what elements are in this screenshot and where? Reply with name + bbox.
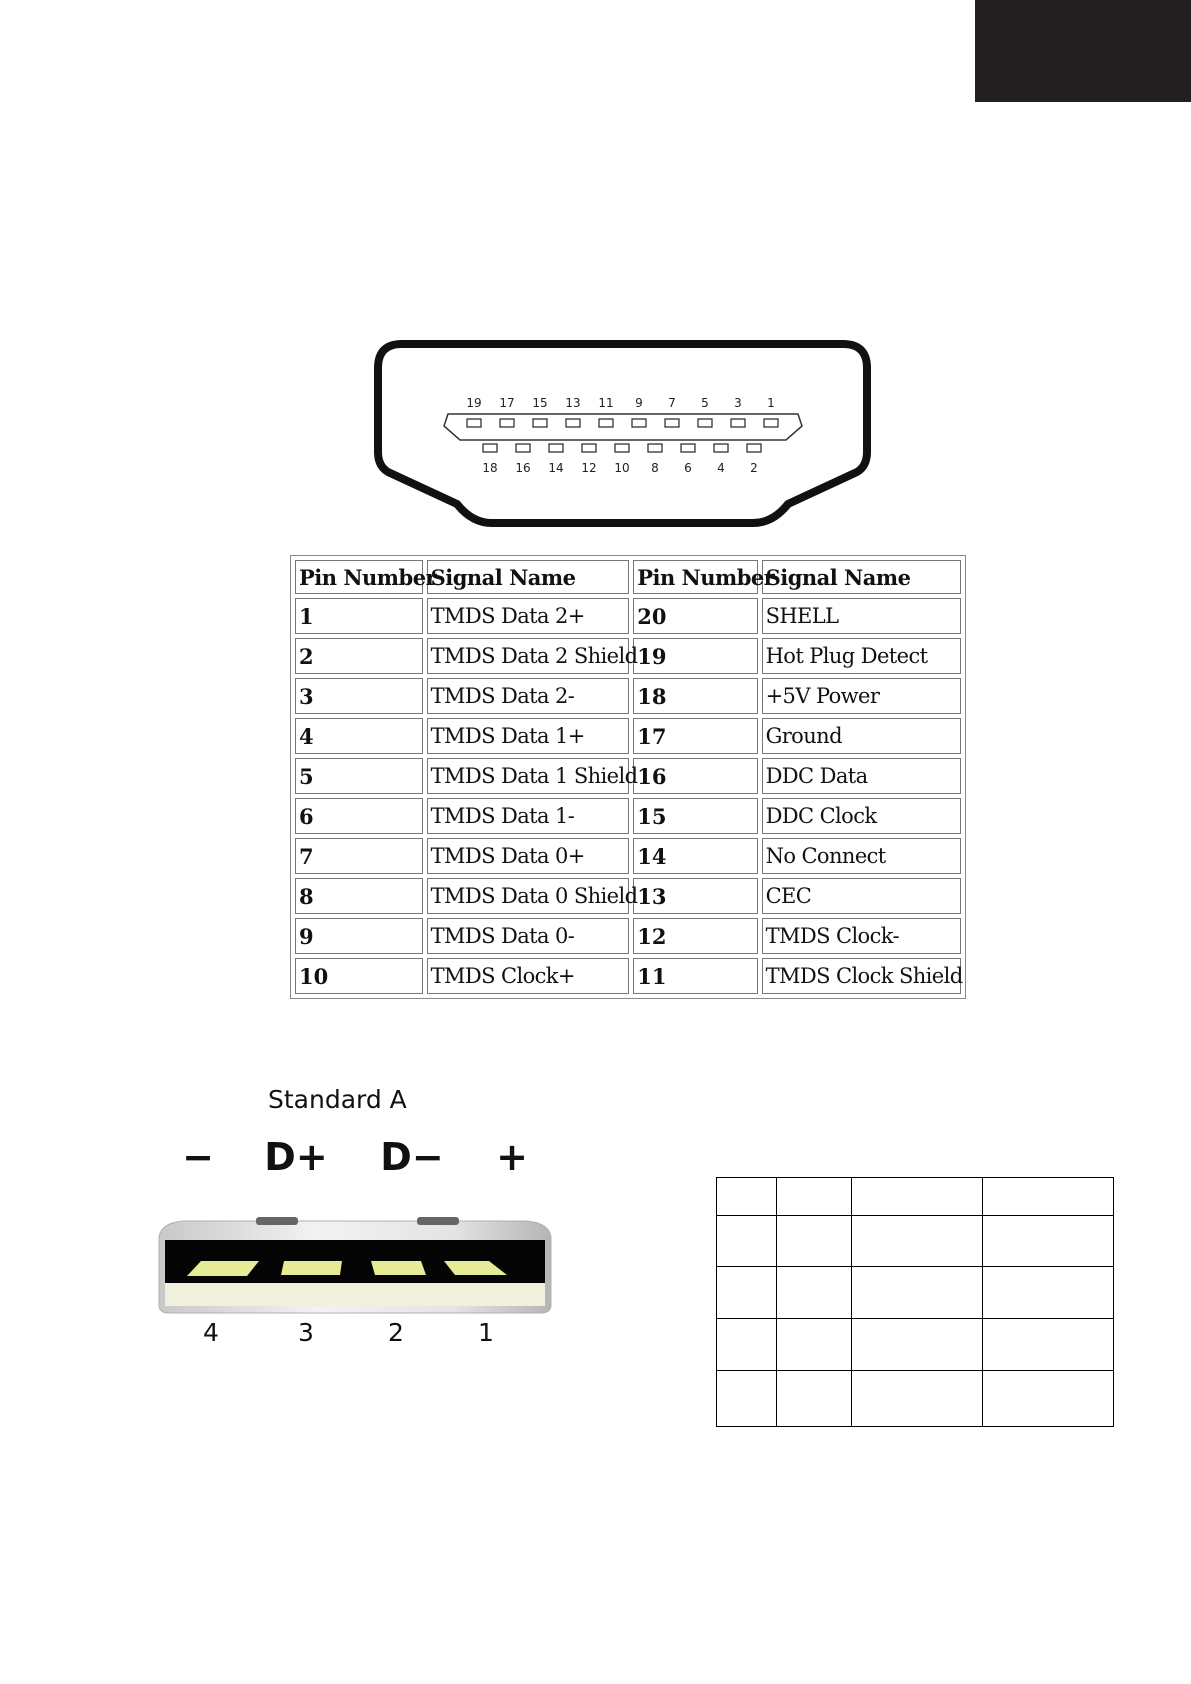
hdmi-pin-pad: [681, 444, 695, 452]
table-cell: [717, 1371, 777, 1427]
hdmi-pin-pad: [764, 419, 778, 427]
hdmi-pin-pad: [747, 444, 761, 452]
hdmi-pin-number: 4: [717, 461, 725, 475]
hdmi-pin-number: 15: [532, 396, 548, 410]
hdmi-pin-pad: [648, 444, 662, 452]
signal-name-cell: Ground: [762, 718, 961, 754]
usb-signal-label: −: [182, 1135, 214, 1179]
signal-name-cell: TMDS Data 1+: [427, 718, 630, 754]
table-cell: [852, 1178, 983, 1216]
signal-name-cell: TMDS Data 2-: [427, 678, 630, 714]
table-cell: [777, 1319, 852, 1371]
usb-tongue: [165, 1283, 545, 1306]
hdmi-pin-number: 1: [767, 396, 775, 410]
hdmi-pin-number: 16: [515, 461, 531, 475]
table-row: [295, 638, 961, 674]
signal-name-cell: TMDS Clock Shield: [762, 958, 961, 994]
pin-number-cell: 14: [633, 838, 757, 874]
pin-number-cell: 1: [295, 598, 423, 634]
hdmi-pin-pad: [665, 419, 679, 427]
hdmi-pin-number: 13: [565, 396, 581, 410]
hdmi-pin-pad: [731, 419, 745, 427]
table-row: [717, 1319, 1114, 1371]
signal-name-cell: TMDS Data 1 Shield: [427, 758, 630, 794]
pin-number-cell: 2: [295, 638, 423, 674]
pin-number-cell: 4: [295, 718, 423, 754]
blank-grid-table: [716, 1177, 1114, 1427]
table-cell: [983, 1216, 1114, 1267]
hdmi-pin-pad: [632, 419, 646, 427]
table-row: [295, 598, 961, 634]
hdmi-pin-number: 6: [684, 461, 692, 475]
usb-shell-slot: [417, 1217, 459, 1225]
hdmi-pin-pad: [500, 419, 514, 427]
table-row: [295, 878, 961, 914]
header-pin-number: Pin Number: [633, 560, 757, 594]
table-cell: [852, 1216, 983, 1267]
table-row: [295, 718, 961, 754]
table-cell: [777, 1267, 852, 1319]
header-signal-name: Signal Name: [427, 560, 630, 594]
signal-name-cell: Hot Plug Detect: [762, 638, 961, 674]
table-row: [295, 838, 961, 874]
hdmi-pin-pad: [582, 444, 596, 452]
signal-name-cell: DDC Data: [762, 758, 961, 794]
signal-name-cell: CEC: [762, 878, 961, 914]
hdmi-pin-number: 2: [750, 461, 758, 475]
table-cell: [983, 1178, 1114, 1216]
hdmi-pin-number: 12: [581, 461, 597, 475]
hdmi-pin-number: 5: [701, 396, 709, 410]
usb-shell-slot: [256, 1217, 298, 1225]
table-cell: [852, 1267, 983, 1319]
table-cell: [777, 1371, 852, 1427]
signal-name-cell: TMDS Data 2+: [427, 598, 630, 634]
table-cell: [983, 1267, 1114, 1319]
table-row: [295, 758, 961, 794]
usb-contact-pad: [281, 1261, 342, 1275]
pin-number-cell: 3: [295, 678, 423, 714]
hdmi-pin-pad: [483, 444, 497, 452]
usb-diagram-title: Standard A: [268, 1085, 407, 1114]
hdmi-pinout-table: [290, 555, 966, 999]
corner-tab: [975, 0, 1191, 102]
signal-name-cell: TMDS Data 0+: [427, 838, 630, 874]
table-cell: [852, 1319, 983, 1371]
hdmi-pin-pad: [615, 444, 629, 452]
usb-pin-number: 1: [478, 1318, 494, 1347]
pin-number-cell: 12: [633, 918, 757, 954]
table-cell: [777, 1216, 852, 1267]
signal-name-cell: DDC Clock: [762, 798, 961, 834]
pin-number-cell: 10: [295, 958, 423, 994]
table-cell: [777, 1178, 852, 1216]
hdmi-pin-number: 9: [635, 396, 643, 410]
signal-name-cell: TMDS Data 0-: [427, 918, 630, 954]
usb-signal-label: +: [496, 1135, 528, 1179]
table-cell: [717, 1216, 777, 1267]
hdmi-pin-number: 18: [482, 461, 498, 475]
hdmi-pin-number: 14: [548, 461, 564, 475]
table-row: [717, 1178, 1114, 1216]
signal-name-cell: TMDS Data 1-: [427, 798, 630, 834]
pin-number-cell: 8: [295, 878, 423, 914]
pin-number-cell: 11: [633, 958, 757, 994]
hdmi-pin-number: 11: [598, 396, 614, 410]
table-cell: [983, 1371, 1114, 1427]
table-cell: [717, 1267, 777, 1319]
usb-pin-number: 4: [203, 1318, 219, 1347]
signal-name-cell: TMDS Clock+: [427, 958, 630, 994]
table-cell: [852, 1371, 983, 1427]
hdmi-pin-pad: [698, 419, 712, 427]
table-row: [295, 918, 961, 954]
table-row: [295, 958, 961, 994]
hdmi-pin-pad: [714, 444, 728, 452]
hdmi-pin-number: 3: [734, 396, 742, 410]
signal-name-cell: SHELL: [762, 598, 961, 634]
hdmi-pin-number: 7: [668, 396, 676, 410]
pin-number-cell: 20: [633, 598, 757, 634]
signal-name-cell: TMDS Data 2 Shield: [427, 638, 630, 674]
hdmi-pin-number: 17: [499, 396, 515, 410]
table-row: [717, 1216, 1114, 1267]
table-header-row: [295, 560, 961, 594]
table-row: [295, 678, 961, 714]
pin-number-cell: 17: [633, 718, 757, 754]
usb-signal-label: D−: [380, 1135, 444, 1179]
pin-number-cell: 9: [295, 918, 423, 954]
hdmi-pin-number: 19: [466, 396, 482, 410]
pin-number-cell: 19: [633, 638, 757, 674]
pin-number-cell: 5: [295, 758, 423, 794]
table-cell: [983, 1319, 1114, 1371]
hdmi-pin-pad: [549, 444, 563, 452]
hdmi-pin-pad: [533, 419, 547, 427]
pin-number-cell: 7: [295, 838, 423, 874]
table-cell: [717, 1178, 777, 1216]
hdmi-pin-pad: [566, 419, 580, 427]
signal-name-cell: +5V Power: [762, 678, 961, 714]
pin-number-cell: 15: [633, 798, 757, 834]
usb-signal-label: D+: [264, 1135, 328, 1179]
header-pin-number: Pin Number: [295, 560, 423, 594]
table-cell: [717, 1319, 777, 1371]
signal-name-cell: TMDS Data 0 Shield: [427, 878, 630, 914]
pin-number-cell: 6: [295, 798, 423, 834]
hdmi-pin-pad: [467, 419, 481, 427]
header-signal-name: Signal Name: [762, 560, 961, 594]
signal-name-cell: No Connect: [762, 838, 961, 874]
usb-contact-pad: [371, 1261, 426, 1275]
usb-standard-a-connector: [155, 1205, 555, 1315]
pin-number-cell: 18: [633, 678, 757, 714]
hdmi-connector-diagram: [370, 340, 875, 535]
hdmi-pin-number: 10: [614, 461, 630, 475]
signal-name-cell: TMDS Clock-: [762, 918, 961, 954]
usb-pin-number: 2: [388, 1318, 404, 1347]
pin-number-cell: 13: [633, 878, 757, 914]
table-row: [717, 1267, 1114, 1319]
usb-pin-number: 3: [298, 1318, 314, 1347]
hdmi-pin-pad: [599, 419, 613, 427]
table-row: [717, 1371, 1114, 1427]
hdmi-pin-pad: [516, 444, 530, 452]
table-row: [295, 798, 961, 834]
hdmi-pin-number: 8: [651, 461, 659, 475]
pin-number-cell: 16: [633, 758, 757, 794]
